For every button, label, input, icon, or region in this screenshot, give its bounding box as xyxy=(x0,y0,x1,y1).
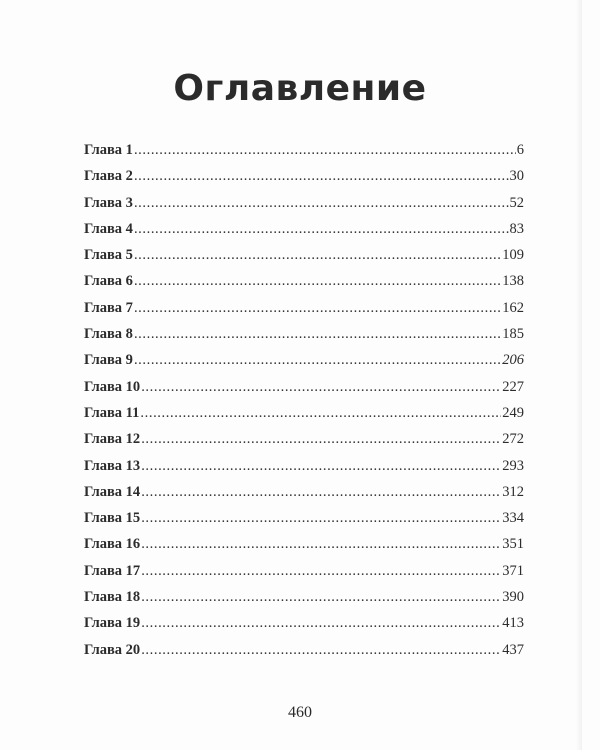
toc-entry-label: Глава 18 xyxy=(84,589,141,606)
toc-dot-leader xyxy=(134,195,509,212)
toc-entry-label: Глава 9 xyxy=(84,352,133,369)
scan-edge-shadow xyxy=(576,0,582,750)
toc-entry-page: 206 xyxy=(502,352,524,369)
toc-entry xyxy=(84,431,524,457)
toc-entry-label: Глава 3 xyxy=(84,194,133,211)
toc-entry-page: 138 xyxy=(502,273,524,290)
toc-entry xyxy=(84,273,524,299)
toc-entry xyxy=(84,589,524,615)
toc-dot-leader xyxy=(141,379,501,396)
toc-dot-leader xyxy=(134,221,509,238)
toc-entry-label: Глава 17 xyxy=(84,562,141,579)
toc-dot-leader xyxy=(141,431,501,448)
toc-entry xyxy=(84,405,524,431)
toc-entry-label: Глава 1 xyxy=(84,142,133,158)
toc-entry-page: 334 xyxy=(502,510,524,527)
toc-entry xyxy=(84,195,524,221)
toc-entry xyxy=(84,458,524,484)
toc-entry xyxy=(84,168,524,194)
toc-entry-label: Глава 14 xyxy=(84,483,141,500)
table-of-contents xyxy=(84,142,524,668)
toc-entry-label: Глава 20 xyxy=(84,641,141,658)
toc-entry xyxy=(84,615,524,641)
toc-entry-label: Глава 2 xyxy=(84,168,133,185)
toc-entry xyxy=(84,352,524,378)
toc-dot-leader xyxy=(141,615,501,632)
toc-entry-page: 390 xyxy=(502,589,524,606)
toc-entry-page: 109 xyxy=(502,247,524,264)
toc-entry xyxy=(84,326,524,352)
toc-entry xyxy=(84,510,524,536)
toc-entry-label: Глава 13 xyxy=(84,457,141,474)
toc-entry-page: 162 xyxy=(502,299,524,316)
toc-entry xyxy=(84,379,524,405)
toc-entry-label: Глава 10 xyxy=(84,378,141,395)
toc-dot-leader xyxy=(141,536,501,553)
toc-entry-label: Глава 12 xyxy=(84,431,141,448)
toc-entry-page: 371 xyxy=(502,562,524,579)
toc-entry-page: 52 xyxy=(509,194,524,211)
toc-entry xyxy=(84,642,524,668)
toc-dot-leader xyxy=(140,405,501,422)
page-title: Оглавление xyxy=(173,68,427,109)
toc-entry xyxy=(84,563,524,589)
toc-entry-label: Глава 11 xyxy=(84,404,140,421)
toc-entry-label: Глава 19 xyxy=(84,615,141,632)
toc-entry xyxy=(84,221,524,247)
toc-entry-label: Глава 5 xyxy=(84,247,133,264)
toc-entry-page: 185 xyxy=(502,326,524,343)
toc-entry-page: 312 xyxy=(502,483,524,500)
toc-entry-label: Глава 4 xyxy=(84,220,133,237)
toc-entry xyxy=(84,484,524,510)
toc-dot-leader xyxy=(141,589,501,606)
toc-entry-label: Глава 6 xyxy=(84,273,133,290)
toc-entry-label: Глава 16 xyxy=(84,536,141,553)
toc-entry-page: 83 xyxy=(509,220,524,237)
toc-entry xyxy=(84,536,524,562)
toc-entry xyxy=(84,300,524,326)
toc-entry-page: 413 xyxy=(502,615,524,632)
toc-entry-label: Глава 7 xyxy=(84,299,133,316)
toc-dot-leader xyxy=(141,484,501,501)
toc-entry-page: 437 xyxy=(502,641,524,658)
toc-dot-leader xyxy=(134,352,501,369)
toc-entry-page: 30 xyxy=(509,168,524,185)
toc-dot-leader xyxy=(134,142,516,159)
toc-entry-page: 6 xyxy=(516,142,524,158)
toc-entry xyxy=(84,247,524,273)
toc-dot-leader xyxy=(134,326,501,343)
toc-entry-label: Глава 8 xyxy=(84,326,133,343)
toc-dot-leader xyxy=(134,273,501,290)
toc-dot-leader xyxy=(141,642,501,659)
toc-entry-page: 351 xyxy=(502,536,524,553)
toc-entry-page: 227 xyxy=(502,378,524,395)
toc-entry-page: 249 xyxy=(502,404,524,421)
toc-dot-leader xyxy=(141,458,501,475)
toc-entry-label: Глава 15 xyxy=(84,510,141,527)
toc-dot-leader xyxy=(141,510,501,527)
toc-entry-page: 272 xyxy=(502,431,524,448)
toc-dot-leader xyxy=(134,168,509,185)
toc-dot-leader xyxy=(134,300,501,317)
page-number: 460 xyxy=(288,704,312,721)
toc-dot-leader xyxy=(134,247,501,264)
toc-entry xyxy=(84,142,524,168)
toc-dot-leader xyxy=(141,563,501,580)
toc-entry-page: 293 xyxy=(502,457,524,474)
